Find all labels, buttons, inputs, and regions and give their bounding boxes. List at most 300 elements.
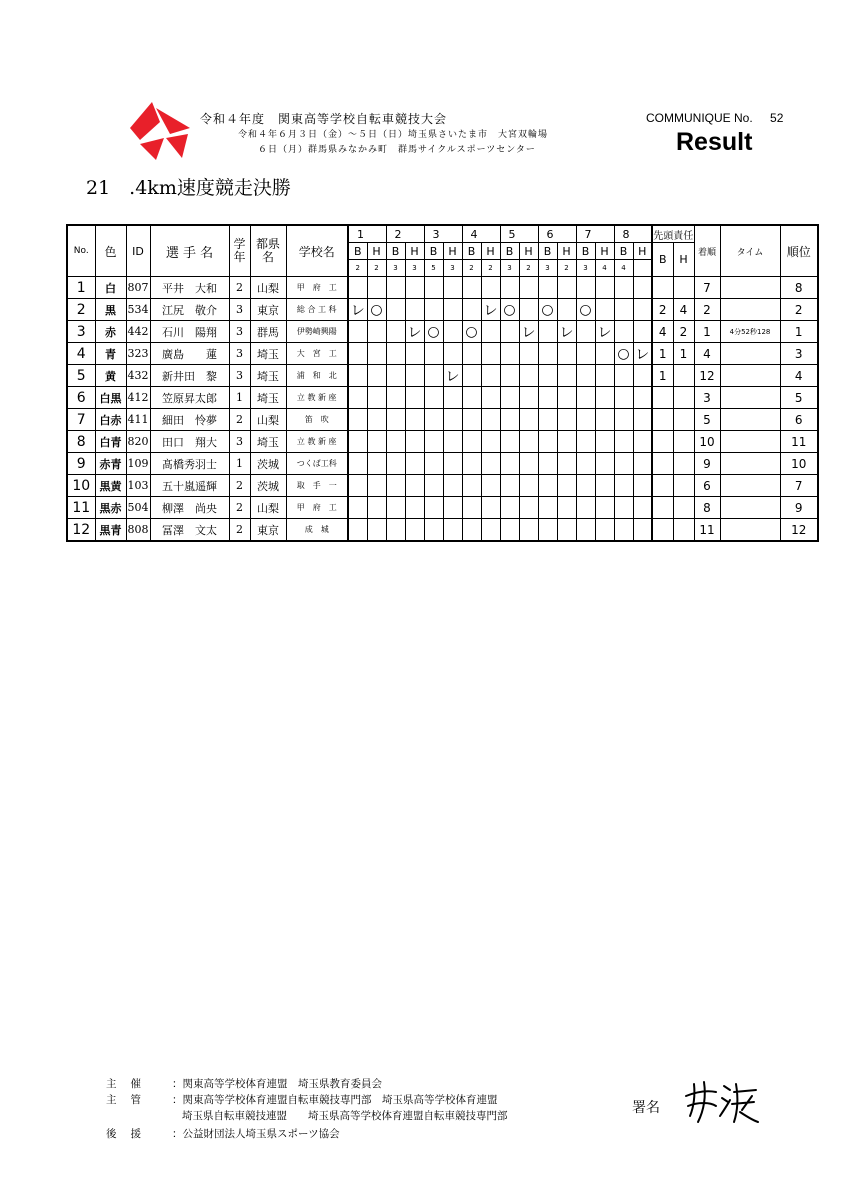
bh-label: H: [481, 243, 500, 260]
finish-time: 4分52秒128: [720, 321, 780, 343]
lap-mark: レ: [633, 343, 652, 365]
lap-mark: レ: [481, 299, 500, 321]
lap-mark: [614, 497, 633, 519]
finish-time: [720, 497, 780, 519]
table-row: [67, 497, 818, 519]
lap-mark: [481, 519, 500, 542]
rider-name: 平井 大和: [150, 277, 229, 299]
lap-mark: [595, 387, 614, 409]
lap-mark: [519, 387, 538, 409]
footer-support: [106, 1126, 340, 1141]
lap-mark: [386, 431, 405, 453]
bh-count: 3: [443, 260, 462, 277]
final-rank: 12: [780, 519, 818, 542]
lap-mark: [367, 343, 386, 365]
lap-mark: [424, 431, 443, 453]
rider-name: 細田 怜夢: [150, 409, 229, 431]
bh-label: H: [367, 243, 386, 260]
lap-mark: [519, 277, 538, 299]
lap-mark: ○: [500, 299, 519, 321]
lap-mark: [538, 409, 557, 431]
col-no-header: No.: [67, 225, 95, 277]
lap-mark: [424, 475, 443, 497]
rider-prefecture: 埼玉: [250, 431, 286, 453]
rider-prefecture: 東京: [250, 519, 286, 542]
lap-mark: [614, 453, 633, 475]
lap-mark: [500, 497, 519, 519]
lap-mark: [386, 475, 405, 497]
rider-grade: 2: [229, 277, 250, 299]
result-heading: Result: [676, 128, 753, 156]
lap-mark: [614, 321, 633, 343]
table-row: [67, 343, 818, 365]
table-row: [67, 453, 818, 475]
lap-mark: [538, 365, 557, 387]
table-row: [67, 365, 818, 387]
lap-mark: [481, 365, 500, 387]
lap-mark: [557, 453, 576, 475]
bh-count: 2: [367, 260, 386, 277]
finish-time: [720, 299, 780, 321]
rider-no: 1: [67, 277, 95, 299]
lap-mark: [481, 497, 500, 519]
rider-grade: 1: [229, 387, 250, 409]
finish-time: [720, 519, 780, 542]
final-rank: 4: [780, 365, 818, 387]
lap-mark: [633, 321, 652, 343]
lap-mark: [443, 299, 462, 321]
rider-id: 808: [126, 519, 150, 542]
lead-b: 4: [652, 321, 673, 343]
lap-mark: レ: [519, 321, 538, 343]
finish-time: [720, 343, 780, 365]
lap-mark: [443, 431, 462, 453]
lap-mark: [614, 475, 633, 497]
lap-mark: [481, 387, 500, 409]
lap-mark: [595, 497, 614, 519]
lap-mark: [424, 409, 443, 431]
lap-number: 6: [538, 225, 576, 243]
tournament-dates: 令和４年６月３日（金）～５日（日）埼玉県さいたま市 大宮双輪場: [238, 130, 549, 140]
lead-b: [652, 409, 673, 431]
rider-id: 807: [126, 277, 150, 299]
table-row: [67, 299, 818, 321]
lap-mark: [595, 519, 614, 542]
lap-mark: [557, 475, 576, 497]
lap-mark: レ: [443, 365, 462, 387]
lap-mark: [576, 497, 595, 519]
lap-mark: [519, 365, 538, 387]
table-row: [67, 475, 818, 497]
arrival-order: 10: [694, 431, 720, 453]
lap-mark: [633, 365, 652, 387]
rider-prefecture: 群馬: [250, 321, 286, 343]
lap-mark: [348, 277, 367, 299]
rider-color: 赤青: [95, 453, 126, 475]
bh-label: B: [424, 243, 443, 260]
lap-mark: [576, 453, 595, 475]
rider-name: 廣島 蓮: [150, 343, 229, 365]
finish-time: [720, 409, 780, 431]
rider-grade: 3: [229, 431, 250, 453]
lap-mark: [424, 365, 443, 387]
final-rank: 2: [780, 299, 818, 321]
rider-school: 伊勢崎興陽: [286, 321, 348, 343]
bh-count: 2: [519, 260, 538, 277]
lap-mark: [519, 299, 538, 321]
rider-no: 12: [67, 519, 95, 542]
lap-mark: [367, 409, 386, 431]
final-rank: 10: [780, 453, 818, 475]
arrival-order: 3: [694, 387, 720, 409]
lap-mark: [348, 497, 367, 519]
lap-mark: [405, 409, 424, 431]
lap-mark: [481, 453, 500, 475]
rider-name: 田口 翔大: [150, 431, 229, 453]
lap-mark: ○: [367, 299, 386, 321]
table-row: [67, 387, 818, 409]
col-school-header: 学校名: [286, 225, 348, 277]
rider-grade: 2: [229, 475, 250, 497]
rider-no: 11: [67, 497, 95, 519]
communique-number: 52: [770, 111, 784, 125]
rider-prefecture: 山梨: [250, 409, 286, 431]
bh-count: [633, 260, 652, 277]
lap-mark: [633, 409, 652, 431]
lap-mark: [443, 475, 462, 497]
lap-mark: [386, 365, 405, 387]
lap-mark: [557, 497, 576, 519]
bh-label: H: [443, 243, 462, 260]
lap-mark: [633, 519, 652, 542]
lap-mark: [519, 409, 538, 431]
rider-no: 3: [67, 321, 95, 343]
lap-mark: [595, 277, 614, 299]
lap-mark: [405, 343, 424, 365]
lap-mark: [424, 299, 443, 321]
lap-mark: [614, 365, 633, 387]
final-rank: 9: [780, 497, 818, 519]
federation-logo: [126, 100, 194, 162]
rider-grade: 3: [229, 343, 250, 365]
finish-time: [720, 431, 780, 453]
arrival-order: 11: [694, 519, 720, 542]
lap-mark: [424, 519, 443, 542]
lap-mark: [538, 497, 557, 519]
lap-number: 3: [424, 225, 462, 243]
lap-mark: [462, 453, 481, 475]
lap-mark: [500, 519, 519, 542]
lap-mark: [538, 431, 557, 453]
rider-no: 2: [67, 299, 95, 321]
lap-mark: [386, 497, 405, 519]
lead-b: [652, 475, 673, 497]
lap-number: 1: [348, 225, 386, 243]
lap-mark: ○: [614, 343, 633, 365]
footer-host: [106, 1076, 382, 1091]
rider-school: 成 城: [286, 519, 348, 542]
final-rank: 5: [780, 387, 818, 409]
lap-mark: [576, 431, 595, 453]
lap-mark: [595, 453, 614, 475]
lap-mark: [538, 387, 557, 409]
bh-count: 3: [538, 260, 557, 277]
lap-mark: [576, 475, 595, 497]
rider-no: 4: [67, 343, 95, 365]
rider-name: 冨澤 文太: [150, 519, 229, 542]
col-arrival-header: 着順: [694, 225, 720, 277]
lap-mark: [424, 277, 443, 299]
lap-mark: [481, 475, 500, 497]
rider-prefecture: 山梨: [250, 277, 286, 299]
lap-mark: [595, 365, 614, 387]
communique-label: COMMUNIQUE No.: [646, 111, 753, 125]
lap-mark: [386, 519, 405, 542]
bh-label: B: [576, 243, 595, 260]
lap-mark: [576, 343, 595, 365]
lap-mark: [519, 431, 538, 453]
lap-mark: [557, 277, 576, 299]
lead-b: [652, 519, 673, 542]
rider-school: 大 宮 工: [286, 343, 348, 365]
arrival-order: 9: [694, 453, 720, 475]
col-grade-header: 学年: [229, 225, 250, 277]
handwritten-signature: [682, 1076, 762, 1126]
lap-mark: ○: [424, 321, 443, 343]
rider-no: 7: [67, 409, 95, 431]
bh-label: B: [348, 243, 367, 260]
lead-b: [652, 431, 673, 453]
lap-mark: [386, 277, 405, 299]
bh-count: 4: [614, 260, 633, 277]
lead-h: [673, 277, 694, 299]
lap-mark: [367, 321, 386, 343]
rider-color: 白青: [95, 431, 126, 453]
rider-id: 432: [126, 365, 150, 387]
finish-time: [720, 277, 780, 299]
lap-mark: [443, 343, 462, 365]
bh-label: H: [633, 243, 652, 260]
col-name-header: 選 手 名: [150, 225, 229, 277]
lap-mark: [500, 475, 519, 497]
lap-mark: ○: [538, 299, 557, 321]
bh-count: 3: [576, 260, 595, 277]
lap-mark: レ: [595, 321, 614, 343]
rider-grade: 2: [229, 497, 250, 519]
lap-mark: [614, 277, 633, 299]
rider-no: 10: [67, 475, 95, 497]
bh-count: 2: [462, 260, 481, 277]
bh-label: H: [405, 243, 424, 260]
rider-color: 白赤: [95, 409, 126, 431]
finish-time: [720, 365, 780, 387]
bh-label: B: [500, 243, 519, 260]
lap-mark: [348, 365, 367, 387]
lead-b: [652, 453, 673, 475]
rider-id: 109: [126, 453, 150, 475]
col-time-header: タイム: [720, 225, 780, 277]
arrival-order: 12: [694, 365, 720, 387]
lap-mark: [367, 277, 386, 299]
lead-h: 1: [673, 343, 694, 365]
lap-mark: [462, 277, 481, 299]
lap-mark: [595, 431, 614, 453]
lap-mark: [557, 343, 576, 365]
arrival-order: 8: [694, 497, 720, 519]
lap-mark: [367, 453, 386, 475]
lap-mark: [462, 387, 481, 409]
col-lead-header: 先頭責任: [652, 225, 694, 243]
rider-color: 赤: [95, 321, 126, 343]
host-label: 主催: [106, 1078, 155, 1090]
finish-time: [720, 475, 780, 497]
rider-color: 白: [95, 277, 126, 299]
final-rank: 3: [780, 343, 818, 365]
lap-mark: [481, 321, 500, 343]
bh-count: 3: [386, 260, 405, 277]
rider-no: 8: [67, 431, 95, 453]
lap-mark: [348, 343, 367, 365]
rider-prefecture: 山梨: [250, 497, 286, 519]
communique: [646, 111, 783, 125]
arrival-order: 1: [694, 321, 720, 343]
rider-name: 新井田 黎: [150, 365, 229, 387]
lap-mark: [443, 497, 462, 519]
lap-mark: [405, 277, 424, 299]
lap-mark: [519, 475, 538, 497]
lap-mark: [538, 343, 557, 365]
rider-name: 石川 陽翔: [150, 321, 229, 343]
rider-name: 柳澤 尚央: [150, 497, 229, 519]
rider-id: 534: [126, 299, 150, 321]
lap-mark: ○: [576, 299, 595, 321]
rider-prefecture: 東京: [250, 299, 286, 321]
lap-mark: [519, 343, 538, 365]
table-row: [67, 321, 818, 343]
lap-mark: [481, 343, 500, 365]
lap-mark: [557, 387, 576, 409]
rider-color: 黒黄: [95, 475, 126, 497]
lap-mark: [405, 387, 424, 409]
lead-b: 2: [652, 299, 673, 321]
rider-grade: 1: [229, 453, 250, 475]
lap-mark: [500, 321, 519, 343]
lead-label: H: [673, 243, 694, 277]
rider-id: 412: [126, 387, 150, 409]
lap-number: 4: [462, 225, 500, 243]
bh-count: 3: [405, 260, 424, 277]
lap-mark: [443, 409, 462, 431]
lap-mark: [443, 387, 462, 409]
lap-mark: [367, 431, 386, 453]
lap-mark: [367, 519, 386, 542]
rider-no: 9: [67, 453, 95, 475]
bh-label: H: [595, 243, 614, 260]
lap-mark: [424, 453, 443, 475]
lap-mark: [424, 387, 443, 409]
lap-mark: [386, 343, 405, 365]
lap-mark: [519, 453, 538, 475]
final-rank: 11: [780, 431, 818, 453]
lap-mark: [538, 453, 557, 475]
arrival-order: 2: [694, 299, 720, 321]
lap-mark: [462, 497, 481, 519]
rider-grade: 2: [229, 409, 250, 431]
bh-count: 5: [424, 260, 443, 277]
lap-mark: [500, 453, 519, 475]
lap-mark: [538, 277, 557, 299]
lap-mark: [557, 299, 576, 321]
bh-count: 2: [348, 260, 367, 277]
lap-mark: [614, 387, 633, 409]
rider-color: 黒青: [95, 519, 126, 542]
lead-label: B: [652, 243, 673, 277]
lead-h: 4: [673, 299, 694, 321]
lead-h: [673, 497, 694, 519]
bh-count: 2: [557, 260, 576, 277]
lead-h: 2: [673, 321, 694, 343]
lap-mark: [405, 519, 424, 542]
table-row: [67, 519, 818, 542]
lap-mark: [443, 519, 462, 542]
col-id-header: ID: [126, 225, 150, 277]
lap-mark: [500, 365, 519, 387]
table-row: [67, 431, 818, 453]
lap-mark: [633, 431, 652, 453]
rider-grade: 3: [229, 299, 250, 321]
lead-b: 1: [652, 365, 673, 387]
lap-mark: [557, 409, 576, 431]
lap-mark: [500, 277, 519, 299]
lap-mark: [576, 365, 595, 387]
lap-mark: [595, 299, 614, 321]
bh-label: B: [386, 243, 405, 260]
support-text: ：公益財団法人埼玉県スポーツ協会: [172, 1128, 340, 1140]
finish-time: [720, 387, 780, 409]
lap-mark: [424, 343, 443, 365]
lap-mark: レ: [557, 321, 576, 343]
finish-time: [720, 453, 780, 475]
lap-mark: [348, 431, 367, 453]
arrival-order: 7: [694, 277, 720, 299]
lap-mark: [595, 475, 614, 497]
rider-grade: 3: [229, 321, 250, 343]
bh-label: B: [462, 243, 481, 260]
rider-name: 江尻 敬介: [150, 299, 229, 321]
lap-mark: [367, 365, 386, 387]
lead-h: [673, 519, 694, 542]
arrival-order: 4: [694, 343, 720, 365]
lap-mark: [481, 409, 500, 431]
rider-name: 笠原昇太郎: [150, 387, 229, 409]
lap-mark: [633, 277, 652, 299]
lap-mark: [633, 453, 652, 475]
lap-mark: [462, 519, 481, 542]
lap-mark: レ: [405, 321, 424, 343]
col-rank-header: 順位: [780, 225, 818, 277]
lead-h: [673, 475, 694, 497]
lap-mark: [348, 387, 367, 409]
lap-mark: [595, 409, 614, 431]
table-row: [67, 277, 818, 299]
tournament-title: 令和４年度 関東高等学校自転車競技大会: [200, 112, 448, 126]
lap-mark: [538, 321, 557, 343]
table-row: [67, 409, 818, 431]
lap-mark: [633, 475, 652, 497]
rider-prefecture: 茨城: [250, 475, 286, 497]
lap-mark: [538, 475, 557, 497]
lead-h: [673, 453, 694, 475]
